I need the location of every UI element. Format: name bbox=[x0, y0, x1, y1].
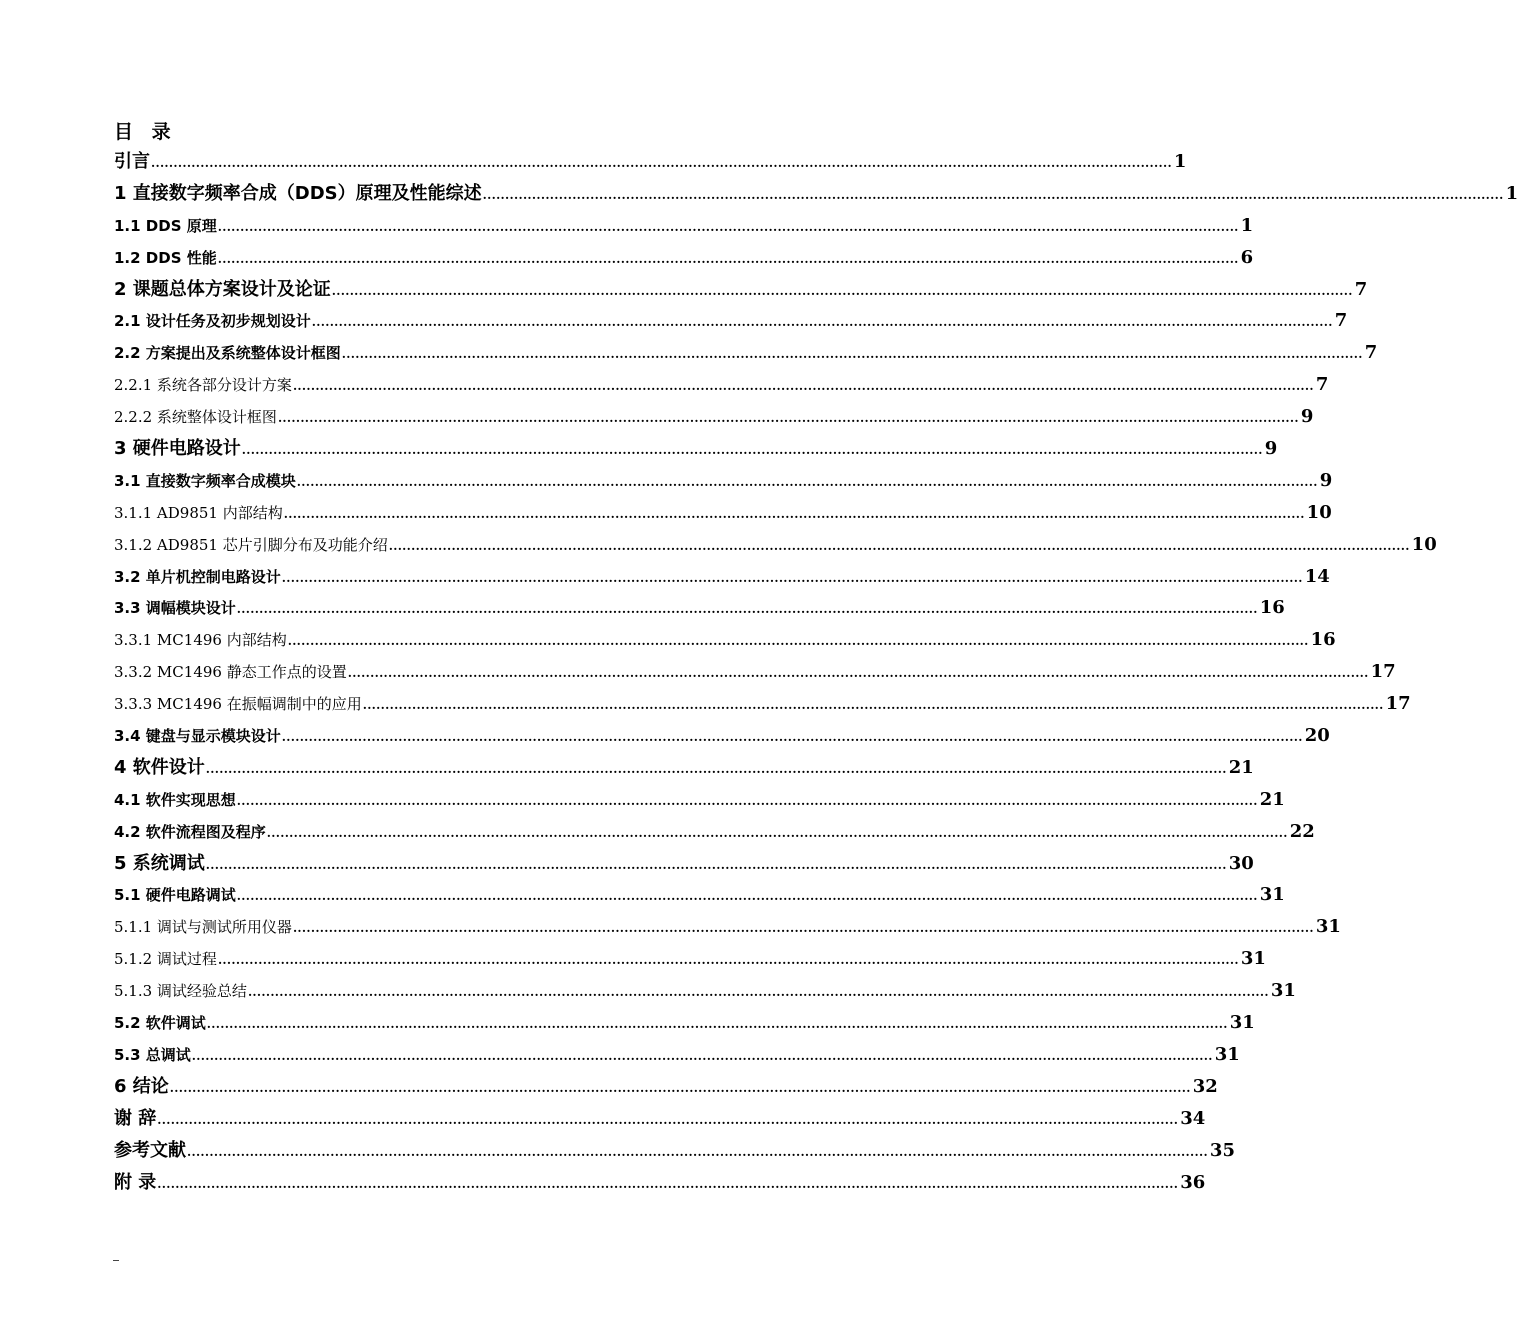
toc-entry-page-number: 1 bbox=[1505, 182, 1518, 204]
toc-entry[interactable] bbox=[114, 943, 1266, 975]
toc-entry-page-number: 17 bbox=[1385, 693, 1411, 715]
toc-entry-label: 5.1.2 调试过程 bbox=[114, 950, 217, 969]
toc-entry-label: 参考文献 bbox=[114, 1139, 186, 1161]
toc-entry[interactable] bbox=[114, 433, 1278, 465]
dot-leader: .................................................................................................................................................................................................................................... bbox=[287, 634, 1309, 649]
toc-entry[interactable] bbox=[114, 401, 1314, 433]
toc-entry-page-number: 14 bbox=[1304, 565, 1330, 587]
toc-entry[interactable] bbox=[114, 529, 1437, 561]
toc-entry-label: 5 系统调试 bbox=[114, 852, 205, 874]
toc-entry-label: 3.2 单片机控制电路设计 bbox=[114, 567, 281, 586]
toc-entry-label: 引言 bbox=[114, 151, 150, 172]
toc-entry-label: 3.1.2 AD9851 芯片引脚分布及功能介绍 bbox=[114, 535, 388, 554]
dot-leader: .................................................................................................................................................................................................................................... bbox=[217, 251, 1239, 266]
toc-entry-label: 3.1 直接数字频率合成模块 bbox=[114, 471, 296, 490]
toc-entry[interactable] bbox=[114, 975, 1296, 1007]
toc-entry-page-number: 9 bbox=[1264, 438, 1278, 460]
toc-entry-label: 4.1 软件实现思想 bbox=[114, 790, 236, 809]
dot-leader: .................................................................................................................................................................................................................................... bbox=[296, 474, 1318, 489]
toc-entry[interactable] bbox=[114, 752, 1254, 784]
dot-leader: .................................................................................................................................................................................................................................... bbox=[187, 1144, 1208, 1159]
toc-entry-label: 1.1 DDS 原理 bbox=[114, 216, 217, 235]
toc-entry-page-number: 22 bbox=[1289, 820, 1315, 842]
toc-entry[interactable] bbox=[114, 848, 1254, 880]
toc-entry[interactable] bbox=[114, 337, 1378, 369]
toc-entry-page-number: 7 bbox=[1364, 342, 1378, 364]
toc-entry[interactable] bbox=[114, 816, 1315, 848]
toc-entry-page-number: 7 bbox=[1334, 310, 1348, 332]
toc-entry[interactable] bbox=[114, 656, 1396, 688]
toc-entry[interactable] bbox=[114, 561, 1330, 593]
toc-entry[interactable] bbox=[114, 305, 1348, 337]
toc-entry-label: 5.2 软件调试 bbox=[114, 1014, 206, 1033]
toc-entry-label: 3 硬件电路设计 bbox=[114, 438, 241, 460]
toc-entry[interactable] bbox=[114, 497, 1332, 529]
toc-entry[interactable] bbox=[114, 178, 1518, 210]
toc-entry[interactable] bbox=[114, 274, 1368, 306]
toc-entry-page-number: 31 bbox=[1229, 1012, 1255, 1034]
toc-entry-page-number: 31 bbox=[1240, 948, 1266, 970]
toc-entry[interactable] bbox=[114, 720, 1330, 752]
toc-entry-page-number: 31 bbox=[1270, 980, 1296, 1002]
table-of-contents bbox=[114, 146, 1518, 1198]
dot-leader: .................................................................................................................................................................................................................................... bbox=[151, 156, 1172, 170]
toc-entry-page-number: 7 bbox=[1315, 374, 1329, 396]
toc-entry-page-number: 20 bbox=[1304, 725, 1330, 747]
toc-entry-page-number: 21 bbox=[1259, 788, 1285, 810]
dot-leader: .................................................................................................................................................................................................................................... bbox=[292, 379, 1314, 394]
dot-leader: .................................................................................................................................................................................................................................... bbox=[266, 825, 1288, 840]
toc-entry-label: 2 课题总体方案设计及论证 bbox=[114, 278, 331, 300]
toc-entry[interactable] bbox=[114, 1167, 1206, 1199]
toc-entry-page-number: 9 bbox=[1300, 406, 1314, 428]
toc-entry-label: 5.1.1 调试与测试所用仪器 bbox=[114, 918, 292, 937]
toc-entry-label: 1.2 DDS 性能 bbox=[114, 248, 217, 267]
dot-leader: .................................................................................................................................................................................................................................... bbox=[217, 219, 1239, 234]
toc-title: 目 录 bbox=[114, 121, 177, 143]
toc-entry-label: 4 软件设计 bbox=[114, 756, 205, 778]
toc-entry-page-number: 32 bbox=[1192, 1075, 1218, 1097]
toc-entry[interactable] bbox=[114, 1039, 1240, 1071]
toc-entry-label: 3.4 键盘与显示模块设计 bbox=[114, 727, 281, 746]
toc-entry-page-number: 6 bbox=[1240, 246, 1254, 268]
toc-entry-label: 2.2.1 系统各部分设计方案 bbox=[114, 376, 292, 395]
toc-entry[interactable] bbox=[114, 879, 1285, 911]
dot-leader: .................................................................................................................................................................................................................................... bbox=[292, 921, 1314, 936]
dot-leader: .................................................................................................................................................................................................................................... bbox=[157, 1176, 1179, 1191]
toc-entry-label: 5.3 总调试 bbox=[114, 1045, 191, 1064]
dot-leader: .................................................................................................................................................................................................................................... bbox=[482, 187, 1504, 202]
toc-entry-page-number: 31 bbox=[1315, 916, 1341, 938]
toc-entry-page-number: 9 bbox=[1319, 469, 1333, 491]
toc-entry-label: 2.2.2 系统整体设计框图 bbox=[114, 408, 277, 427]
toc-entry-page-number: 30 bbox=[1228, 852, 1254, 874]
toc-entry-label: 6 结论 bbox=[114, 1075, 169, 1097]
toc-entry[interactable] bbox=[114, 146, 1187, 178]
toc-entry-page-number: 16 bbox=[1310, 629, 1336, 651]
toc-entry-page-number: 1 bbox=[1173, 151, 1187, 172]
toc-entry-label: 谢 辞 bbox=[114, 1107, 157, 1129]
toc-entry-label: 附 录 bbox=[114, 1171, 157, 1193]
toc-entry-label: 1 直接数字频率合成（DDS）原理及性能综述 bbox=[114, 182, 482, 204]
dot-leader: .................................................................................................................................................................................................................................... bbox=[362, 698, 1384, 713]
toc-entry[interactable] bbox=[114, 624, 1336, 656]
toc-entry-label: 2.1 设计任务及初步规划设计 bbox=[114, 312, 311, 331]
toc-entry[interactable] bbox=[114, 911, 1341, 943]
dot-leader: .................................................................................................................................................................................................................................... bbox=[236, 793, 1258, 808]
toc-entry[interactable] bbox=[114, 592, 1285, 624]
toc-entry-page-number: 35 bbox=[1209, 1139, 1235, 1161]
toc-entry-page-number: 1 bbox=[1240, 214, 1254, 236]
toc-entry[interactable] bbox=[114, 369, 1329, 401]
toc-entry-label: 3.3.2 MC1496 静态工作点的设置 bbox=[114, 663, 347, 682]
dot-leader: .................................................................................................................................................................................................................................... bbox=[241, 443, 1263, 458]
dot-leader: .................................................................................................................................................................................................................................... bbox=[191, 1048, 1213, 1063]
dot-leader: .................................................................................................................................................................................................................................... bbox=[236, 889, 1258, 904]
footer-mark bbox=[113, 1260, 119, 1261]
dot-leader: .................................................................................................................................................................................................................................... bbox=[341, 347, 1363, 362]
dot-leader: .................................................................................................................................................................................................................................... bbox=[331, 283, 1353, 298]
toc-entry[interactable] bbox=[114, 1103, 1206, 1135]
dot-leader: .................................................................................................................................................................................................................................... bbox=[247, 985, 1269, 1000]
dot-leader: .................................................................................................................................................................................................................................... bbox=[388, 538, 1410, 553]
dot-leader: .................................................................................................................................................................................................................................... bbox=[281, 730, 1303, 745]
toc-entry[interactable] bbox=[114, 465, 1333, 497]
toc-entry-page-number: 7 bbox=[1354, 278, 1368, 300]
toc-entry[interactable] bbox=[114, 242, 1254, 274]
toc-entry[interactable] bbox=[114, 1135, 1235, 1167]
toc-entry-page-number: 31 bbox=[1259, 884, 1285, 906]
toc-entry-label: 4.2 软件流程图及程序 bbox=[114, 822, 266, 841]
toc-entry-page-number: 17 bbox=[1370, 661, 1396, 683]
toc-entry-label: 3.3 调幅模块设计 bbox=[114, 599, 236, 618]
dot-leader: .................................................................................................................................................................................................................................... bbox=[277, 411, 1299, 426]
toc-entry-page-number: 10 bbox=[1411, 533, 1437, 555]
toc-entry-page-number: 21 bbox=[1228, 756, 1254, 778]
toc-entry[interactable] bbox=[114, 210, 1254, 242]
toc-entry[interactable] bbox=[114, 784, 1285, 816]
dot-leader: .................................................................................................................................................................................................................................... bbox=[217, 953, 1239, 968]
dot-leader: .................................................................................................................................................................................................................................... bbox=[347, 666, 1369, 681]
dot-leader: .................................................................................................................................................................................................................................... bbox=[205, 761, 1227, 776]
toc-entry-label: 3.3.1 MC1496 内部结构 bbox=[114, 631, 287, 650]
dot-leader: .................................................................................................................................................................................................................................... bbox=[311, 315, 1333, 330]
dot-leader: .................................................................................................................................................................................................................................... bbox=[205, 857, 1227, 872]
toc-entry-page-number: 16 bbox=[1259, 597, 1285, 619]
toc-entry-label: 3.3.3 MC1496 在振幅调制中的应用 bbox=[114, 695, 362, 714]
dot-leader: .................................................................................................................................................................................................................................... bbox=[169, 1080, 1191, 1095]
toc-entry-page-number: 34 bbox=[1180, 1107, 1206, 1129]
dot-leader: .................................................................................................................................................................................................................................... bbox=[206, 1017, 1228, 1032]
toc-entry-label: 2.2 方案提出及系统整体设计框图 bbox=[114, 344, 341, 363]
dot-leader: .................................................................................................................................................................................................................................... bbox=[281, 570, 1303, 585]
dot-leader: .................................................................................................................................................................................................................................... bbox=[283, 506, 1305, 521]
toc-entry-label: 5.1 硬件电路调试 bbox=[114, 886, 236, 905]
toc-entry[interactable] bbox=[114, 688, 1411, 720]
dot-leader: .................................................................................................................................................................................................................................... bbox=[157, 1112, 1179, 1127]
toc-entry-page-number: 10 bbox=[1306, 501, 1332, 523]
toc-entry-page-number: 31 bbox=[1214, 1043, 1240, 1065]
toc-entry[interactable] bbox=[114, 1071, 1218, 1103]
dot-leader: .................................................................................................................................................................................................................................... bbox=[236, 602, 1258, 617]
toc-entry-label: 3.1.1 AD9851 内部结构 bbox=[114, 503, 283, 522]
toc-entry-page-number: 36 bbox=[1180, 1171, 1206, 1193]
toc-entry-label: 5.1.3 调试经验总结 bbox=[114, 982, 247, 1001]
toc-entry[interactable] bbox=[114, 1007, 1255, 1039]
